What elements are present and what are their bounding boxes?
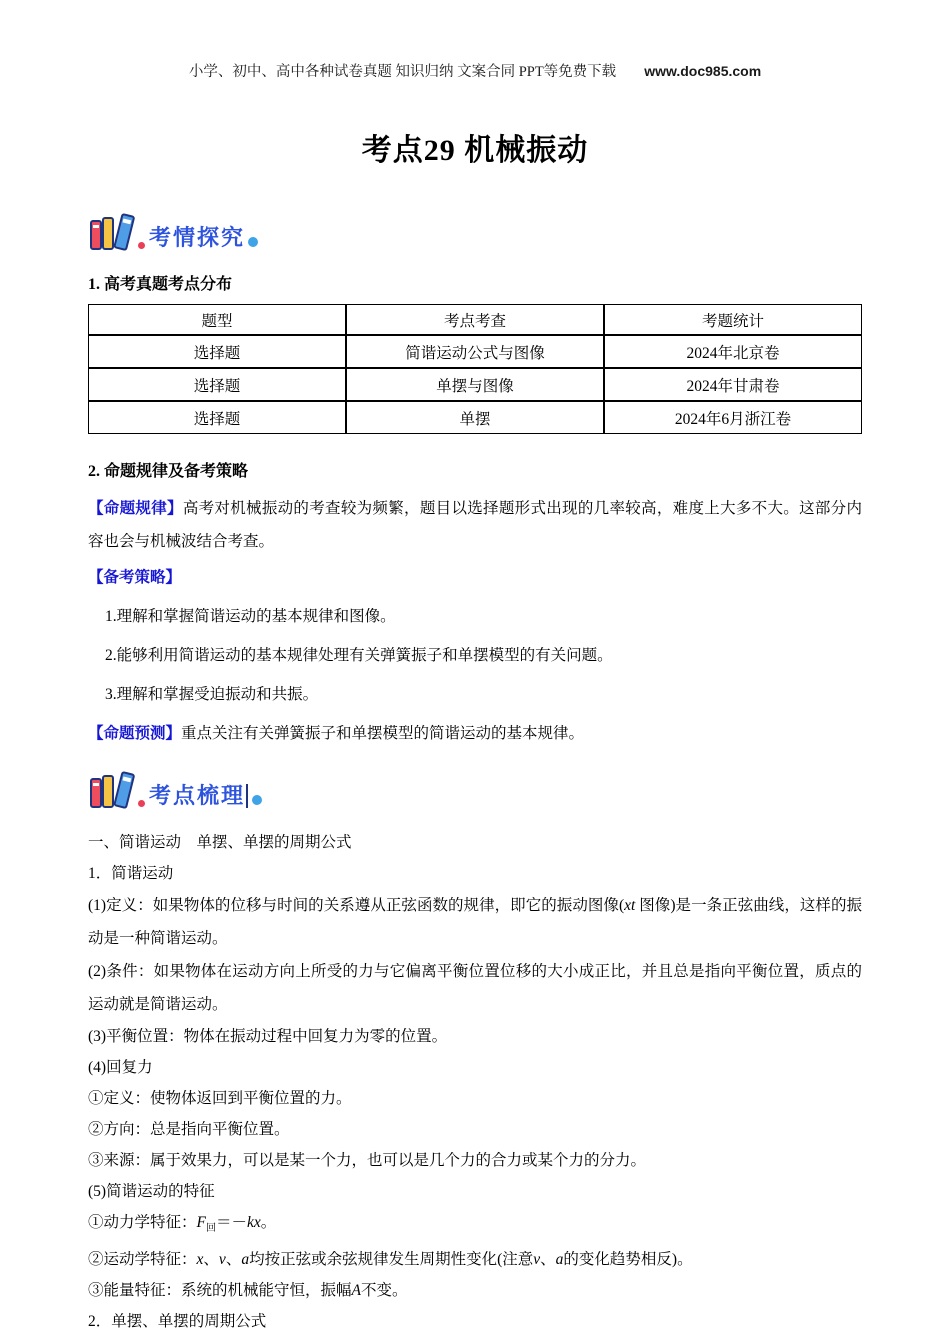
red-dot-icon (138, 800, 145, 807)
badge-explore-label: 考情探究 (149, 224, 246, 250)
table-row (88, 335, 862, 368)
red-dot-icon (138, 242, 145, 249)
paragraph-energy-feature: ③能量特征：系统的机械能守恒，振幅A不变。 (88, 1282, 408, 1300)
paragraph-rule (88, 492, 862, 558)
paragraph-features-heading: (5)简谐运动的特征 (88, 1183, 215, 1200)
outline-h2-pendulum: 2．单摆、单摆的周期公式 (88, 1313, 267, 1331)
strategy-list (88, 601, 862, 710)
table-row (88, 368, 862, 401)
table-cell: 单摆 (346, 401, 604, 434)
cursor-bar (246, 784, 248, 808)
strategy-item: 1.理解和掌握简谐运动的基本规律和图像。 (105, 608, 396, 625)
strategy-item: 2.能够利用简谐运动的基本规律处理有关弹簧振子和单摆模型的有关问题。 (105, 647, 613, 664)
rule-label: 【命题规律】 (88, 500, 183, 517)
paragraph-condition: (2)条件：如果物体在运动方向上所受的力与它偏离平衡位置位移的大小成正比，并且总是指向平衡位置，质点的运动就是简谐运动。 (88, 963, 862, 1013)
paragraph-restoring-force: (4)回复力 (88, 1059, 153, 1076)
paragraph-kinematic-feature: ②运动学特征：x、v、a均按正弦或余弦规律发生周期性变化(注意v、a的变化趋势相反)。 (88, 1251, 693, 1269)
strategy-label: 【备考策略】 (88, 569, 182, 586)
table-cell: 2024年北京卷 (604, 335, 862, 368)
badge-key-points (88, 765, 862, 811)
paragraph-rf-source: ③来源：属于效果力，可以是某一个力，也可以是几个力的合力或某个力的分力。 (88, 1152, 647, 1169)
table-cell: 选择题 (88, 335, 346, 368)
site-header (88, 0, 862, 81)
blue-dot-icon (248, 237, 258, 247)
paragraph-equilibrium: (3)平衡位置：物体在振动过程中回复力为零的位置。 (88, 1028, 448, 1045)
header-promo-text: 小学、初中、高中各种试卷真题 知识归纳 文案合同 PPT等免费下载 (188, 64, 617, 80)
paragraph-definition: (1)定义：如果物体的位移与时间的关系遵从正弦函数的规律，即它的振动图像(xt 图像)是一条正弦曲线，这样的振动是一种简谐运动。 (88, 897, 862, 947)
table-cell: 选择题 (88, 401, 346, 434)
books-icon (88, 209, 136, 253)
badge-outline-label: 考点梳理 (149, 782, 246, 808)
table-cell: 2024年6月浙江卷 (604, 401, 862, 434)
exam-table (88, 304, 862, 434)
heading-strategy: 2. 命题规律及备考策略 (88, 463, 249, 480)
paragraph-rf-direction: ②方向：总是指向平衡位置。 (88, 1121, 290, 1138)
badge-exam-explore (88, 207, 862, 253)
table-header-cell: 考题统计 (604, 304, 862, 335)
paragraph-predict (88, 718, 862, 749)
paragraph-rf-definition: ①定义：使物体返回到平衡位置的力。 (88, 1090, 352, 1107)
table-header-cell: 题型 (88, 304, 346, 335)
outline-h2-shm: 1．简谐运动 (88, 865, 174, 882)
site-url: www.doc985.com (644, 63, 762, 79)
outline-section (88, 827, 862, 1337)
table-row (88, 401, 862, 434)
table-header-row (88, 304, 862, 335)
table-cell: 选择题 (88, 368, 346, 401)
predict-text: 重点关注有关弹簧振子和单摆模型的简谐运动的基本规律。 (181, 725, 585, 742)
rule-text: 高考对机械振动的考查较为频繁，题目以选择题形式出现的几率较高，难度上大多不大。这部分内容也会与机械波结合考查。 (88, 500, 862, 550)
blue-dot-icon (252, 795, 262, 805)
heading-distribution: 1. 高考真题考点分布 (88, 276, 233, 293)
page-title: 考点29 机械振动 (361, 134, 589, 167)
paragraph-dynamic-feature: ①动力学特征：$F_回=-kx$。 (88, 1214, 277, 1235)
strategy-item: 3.理解和掌握受迫振动和共振。 (105, 686, 319, 703)
table-header-cell: 考点考查 (346, 304, 604, 335)
books-icon (88, 767, 136, 811)
table-cell: 2024年甘肃卷 (604, 368, 862, 401)
table-cell: 简谐运动公式与图像 (346, 335, 604, 368)
table-cell: 单摆与图像 (346, 368, 604, 401)
predict-label: 【命题预测】 (88, 725, 182, 742)
outline-h1: 一、简谐运动 单摆、单摆的周期公式 (88, 834, 352, 851)
